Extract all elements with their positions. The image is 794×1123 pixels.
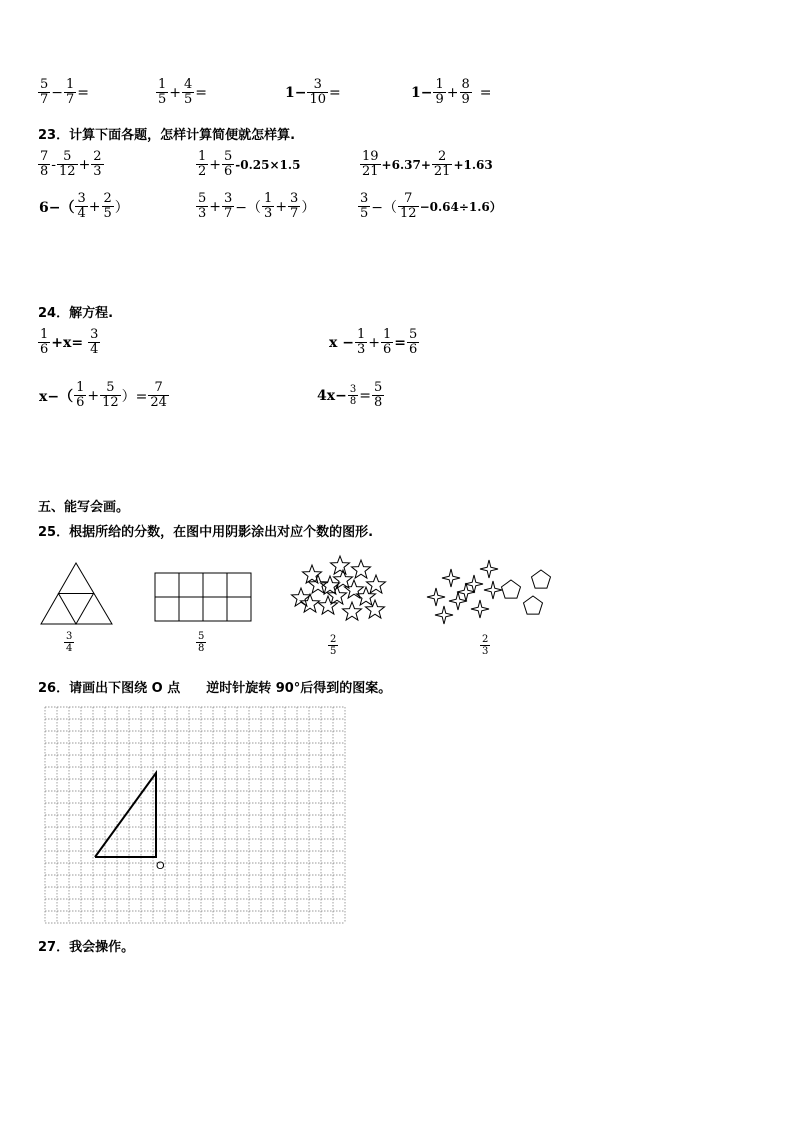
top-expr-1: $\frac{5}{7}$ − $\frac{1}{7}$ = <box>40 77 90 107</box>
star-shape <box>343 602 362 620</box>
top-expr-3: 1− $\frac{3}{10}$ = <box>285 77 341 107</box>
right-triangle-shape <box>95 773 156 857</box>
point-o-label: O <box>156 860 165 872</box>
star-shape <box>352 560 371 578</box>
q26-title: 26．请画出下图绕 O 点 逆时针旋转 90°后得到的图案。 <box>38 681 392 696</box>
top-expr-4: 1− $\frac{1}{9}$ + $\frac{8}{9}$ = <box>411 77 492 107</box>
grid-lines <box>45 707 345 923</box>
q25-fraction-2: $\frac{5}{8}$ <box>198 631 205 654</box>
star-shape <box>303 565 322 583</box>
star-shape <box>301 594 320 612</box>
stars-figure <box>292 556 386 620</box>
sparkle-shape <box>435 606 453 624</box>
q23-expr-1: $\frac{7}{8}$ - $\frac{5}{12}$ + $\frac{2}{3}$ <box>40 149 102 179</box>
q25-figures <box>0 545 794 670</box>
pentagon-shape <box>524 596 543 614</box>
q23-expr-5: $\frac{5}{3}$ + $\frac{3}{7}$ −（ $\frac{1}{3}$ + $\frac{3}{7}$ ） <box>198 191 316 221</box>
rotation-grid <box>40 702 350 924</box>
q23-title: 23．计算下面各题，怎样计算简便就怎样算. <box>38 128 296 143</box>
top-expr-2: $\frac{1}{5}$ + $\frac{4}{5}$ = <box>158 77 208 107</box>
fraction: $\frac{1}{7}$ <box>66 77 75 107</box>
section-five-title: 五、能写会画。 <box>38 500 130 515</box>
pentagon-shape <box>502 580 521 598</box>
q24-title: 24．解方程. <box>38 306 114 321</box>
triangle-figure <box>41 563 112 624</box>
sparkle-shape <box>471 600 489 618</box>
star-shape <box>367 575 386 593</box>
q23-expr-3: $\frac{19}{21}$ +6.37+ $\frac{2}{21}$ +1.63 <box>362 149 493 179</box>
star-shape <box>292 588 311 606</box>
q24-eq-1: $\frac{1}{6}$ +x= $\frac{3}{4}$ <box>40 327 99 357</box>
sparkle-shape <box>427 588 445 606</box>
star-shape <box>319 596 338 614</box>
sparkle-shape <box>484 581 502 599</box>
sparkle-shape <box>442 569 460 587</box>
star-shape <box>331 556 350 574</box>
q24-eq-3: x−（ $\frac{1}{6}$ + $\frac{5}{12}$ ）= $\frac{7}{24}$ <box>39 380 167 410</box>
q24-eq-2: x − $\frac{1}{3}$ + $\frac{1}{6}$ = $\frac{5}{6}$ <box>329 327 418 357</box>
q24-eq-4: 4x− $\frac{3}{8}$ = $\frac{5}{8}$ <box>317 380 383 410</box>
q25-title: 25．根据所给的分数，在图中用阴影涂出对应个数的图形. <box>38 525 374 540</box>
q25-fraction-4: $\frac{2}{3}$ <box>482 634 489 657</box>
q27-title: 27．我会操作。 <box>38 940 135 955</box>
rectangle-grid-figure <box>155 573 251 621</box>
q23-expr-4: 6−（ $\frac{3}{4}$ + $\frac{2}{5}$ ） <box>39 191 129 221</box>
q23-expr-6: $\frac{3}{5}$ −（ $\frac{7}{12}$ −0.64÷1.6） <box>360 191 502 221</box>
sparkle-shape <box>480 560 498 578</box>
q25-fraction-1: $\frac{3}{4}$ <box>66 631 73 654</box>
pentagon-shape <box>532 570 551 588</box>
fraction: $\frac{5}{7}$ <box>40 77 49 107</box>
q23-expr-2: $\frac{1}{2}$ + $\frac{5}{6}$ -0.25×1.5 <box>198 149 301 179</box>
sparkles-pentagons-figure <box>427 560 551 624</box>
q25-fraction-3: $\frac{2}{5}$ <box>330 634 337 657</box>
